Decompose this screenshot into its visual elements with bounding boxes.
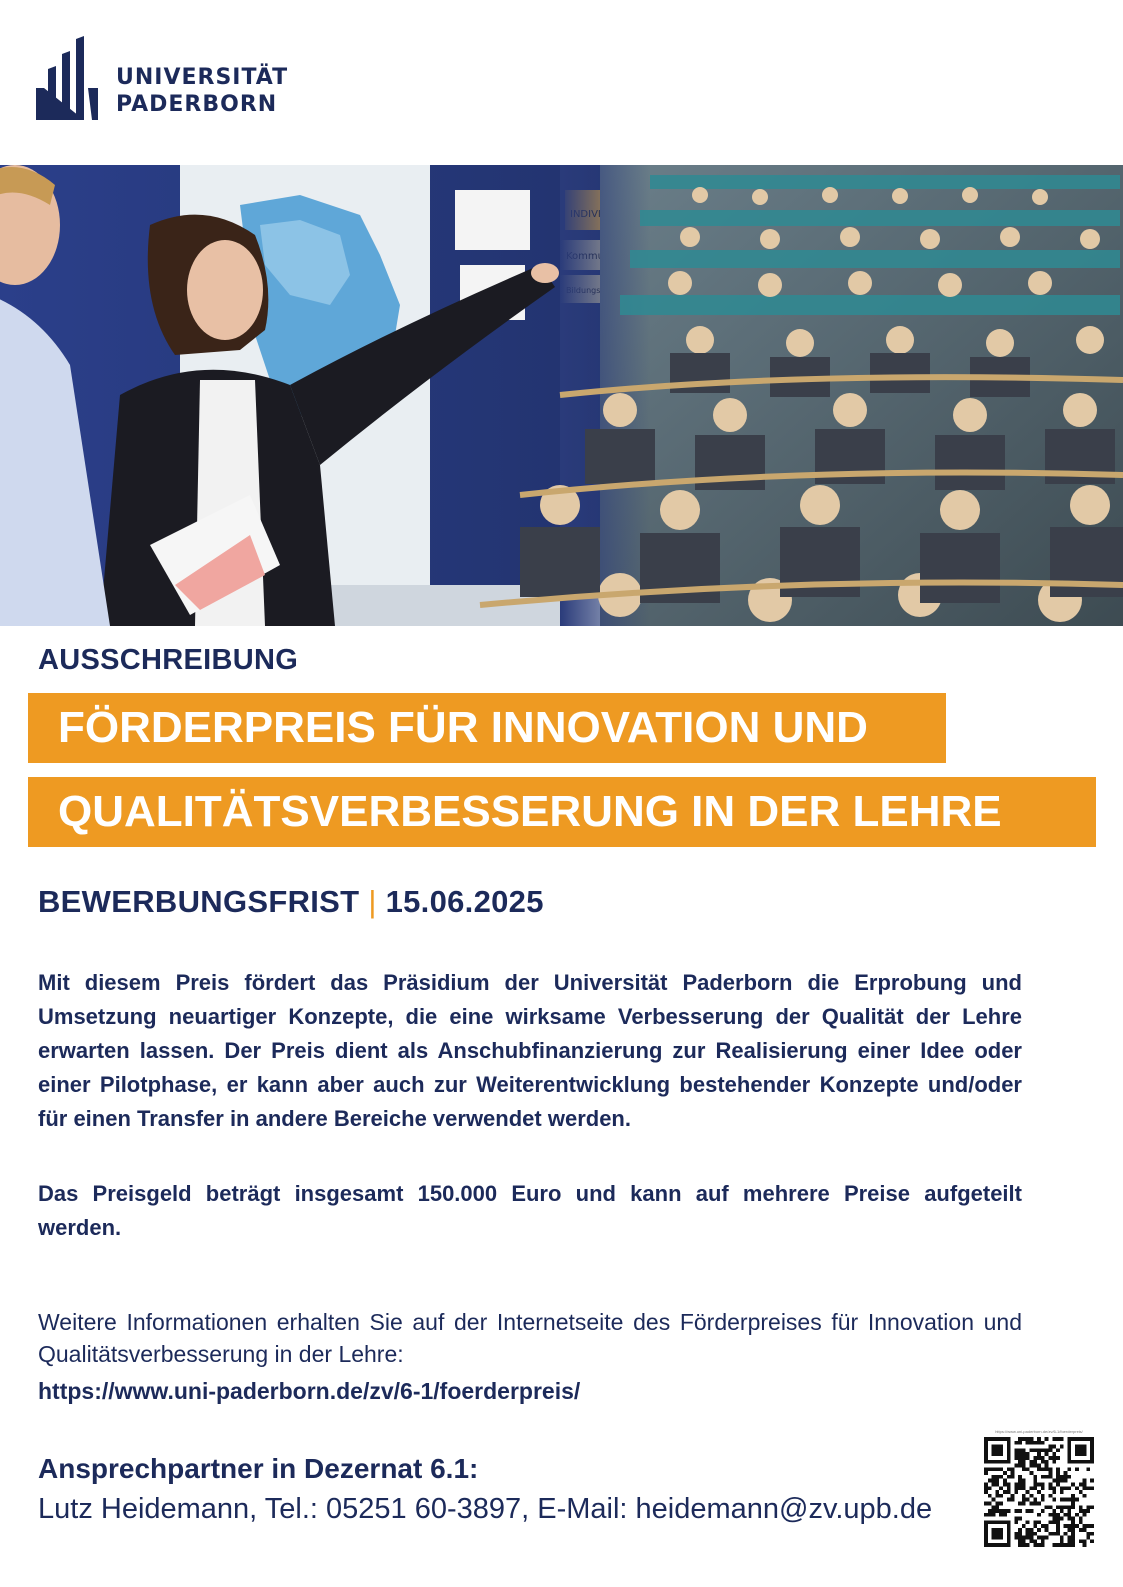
contact-heading: Ansprechpartner in Dezernat 6.1:: [38, 1453, 479, 1484]
qr-caption: https://www.uni-paderborn.de/zv/6-1/foerderpreis/: [995, 1429, 1083, 1434]
qr-code-icon: [984, 1437, 1094, 1547]
application-deadline: [38, 884, 544, 920]
deadline-date: 15.06.2025: [385, 884, 544, 919]
qr-code[interactable]: [984, 1437, 1094, 1547]
logo-line-2: PADERBORN: [116, 92, 278, 117]
university-logo: [36, 36, 296, 126]
hero-photo: [0, 165, 1123, 626]
further-info-text: Weitere Informationen erhalten Sie auf der Internetseite des Förderpreises für Innovation und Qualitätsverbesserung in der Lehre:: [38, 1309, 1022, 1367]
deadline-separator: |: [368, 884, 377, 919]
hero-collage: [0, 165, 1123, 626]
prize-money-paragraph: Das Preisgeld beträgt insgesamt 150.000 Euro und kann auf mehrere Preise aufgeteilt werden.: [38, 1181, 1022, 1240]
logo-wordmark: [116, 64, 288, 118]
university-logo-icon: [36, 36, 106, 126]
deadline-label: BEWERBUNGSFRIST: [38, 884, 360, 919]
logo-line-1: UNIVERSITÄT: [116, 65, 289, 90]
title-banner-line-2: QUALITÄTSVERBESSERUNG IN DER LEHRE: [28, 777, 1096, 847]
description-paragraph: Mit diesem Preis fördert das Präsidium der Universität Paderborn die Erprobung und Umsetzung neuartiger Konzepte, die eine wirksame Verbesserung der Qualität der Lehre erwarten lassen. Der Preis dient als Anschubfinanzierung zur Realisierung einer Idee oder einer Pilotphase, er kann aber auch zur Weiterentwicklung bestehender Konzepte und/oder für einen Transfer in andere Bereiche verwendet werden.: [38, 970, 1022, 1131]
contact-details: Lutz Heidemann, Tel.: 05251 60-3897, E-Mail: heidemann@zv.upb.de: [38, 1493, 933, 1525]
title-banner-line-1: FÖRDERPREIS FÜR INNOVATION UND: [28, 693, 946, 763]
kicker-heading: AUSSCHREIBUNG: [38, 644, 299, 676]
further-info-link[interactable]: https://www.uni-paderborn.de/zv/6-1/foerderpreis/: [38, 1378, 581, 1404]
